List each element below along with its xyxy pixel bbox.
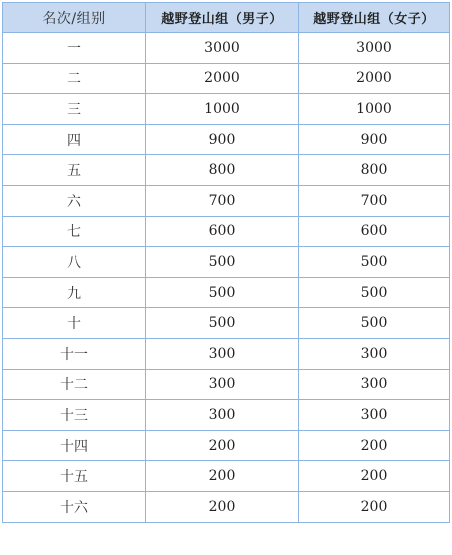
- female-prize-cell: 300: [299, 400, 450, 431]
- female-prize-cell: 600: [299, 216, 450, 247]
- rank-cell: 十三: [3, 400, 146, 431]
- female-prize-cell: 2000: [299, 63, 450, 94]
- female-prize-cell: 1000: [299, 94, 450, 125]
- rank-cell: 一: [3, 33, 146, 64]
- male-prize-cell: 500: [146, 277, 299, 308]
- prize-table: [2, 2, 450, 523]
- table-row: [3, 247, 450, 278]
- table-row: [3, 185, 450, 216]
- male-prize-cell: 200: [146, 491, 299, 522]
- male-prize-cell: 300: [146, 338, 299, 369]
- female-prize-cell: 500: [299, 308, 450, 339]
- table-row: [3, 338, 450, 369]
- table-row: [3, 124, 450, 155]
- rank-cell: 十五: [3, 461, 146, 492]
- table-row: [3, 277, 450, 308]
- female-prize-cell: 3000: [299, 33, 450, 64]
- rank-cell: 六: [3, 185, 146, 216]
- rank-cell: 五: [3, 155, 146, 186]
- female-prize-cell: 900: [299, 124, 450, 155]
- rank-cell: 七: [3, 216, 146, 247]
- table-row: [3, 430, 450, 461]
- table-row: [3, 461, 450, 492]
- header-rank-group: 名次/组别: [3, 3, 146, 33]
- male-prize-cell: 300: [146, 400, 299, 431]
- rank-cell: 十二: [3, 369, 146, 400]
- female-prize-cell: 200: [299, 461, 450, 492]
- female-prize-cell: 500: [299, 247, 450, 278]
- female-prize-cell: 800: [299, 155, 450, 186]
- table-row: [3, 400, 450, 431]
- female-prize-cell: 300: [299, 369, 450, 400]
- rank-cell: 四: [3, 124, 146, 155]
- table-row: [3, 216, 450, 247]
- header-row: [3, 3, 450, 33]
- male-prize-cell: 3000: [146, 33, 299, 64]
- rank-cell: 十: [3, 308, 146, 339]
- female-prize-cell: 300: [299, 338, 450, 369]
- male-prize-cell: 700: [146, 185, 299, 216]
- table-row: [3, 491, 450, 522]
- rank-cell: 二: [3, 63, 146, 94]
- rank-cell: 三: [3, 94, 146, 125]
- male-prize-cell: 300: [146, 369, 299, 400]
- male-prize-cell: 500: [146, 247, 299, 278]
- rank-cell: 十六: [3, 491, 146, 522]
- male-prize-cell: 900: [146, 124, 299, 155]
- rank-cell: 十四: [3, 430, 146, 461]
- male-prize-cell: 200: [146, 461, 299, 492]
- female-prize-cell: 200: [299, 491, 450, 522]
- male-prize-cell: 2000: [146, 63, 299, 94]
- table-header: [3, 3, 450, 33]
- male-prize-cell: 200: [146, 430, 299, 461]
- table-row: [3, 155, 450, 186]
- rank-cell: 九: [3, 277, 146, 308]
- table-row: [3, 369, 450, 400]
- header-female-group: 越野登山组（女子）: [299, 3, 450, 33]
- table-body: [3, 33, 450, 523]
- prize-table-container: [2, 2, 449, 553]
- table-row: [3, 94, 450, 125]
- male-prize-cell: 600: [146, 216, 299, 247]
- female-prize-cell: 700: [299, 185, 450, 216]
- male-prize-cell: 1000: [146, 94, 299, 125]
- rank-cell: 十一: [3, 338, 146, 369]
- male-prize-cell: 800: [146, 155, 299, 186]
- rank-cell: 八: [3, 247, 146, 278]
- female-prize-cell: 500: [299, 277, 450, 308]
- table-row: [3, 63, 450, 94]
- female-prize-cell: 200: [299, 430, 450, 461]
- male-prize-cell: 500: [146, 308, 299, 339]
- table-row: [3, 308, 450, 339]
- table-row: [3, 33, 450, 64]
- header-male-group: 越野登山组（男子）: [146, 3, 299, 33]
